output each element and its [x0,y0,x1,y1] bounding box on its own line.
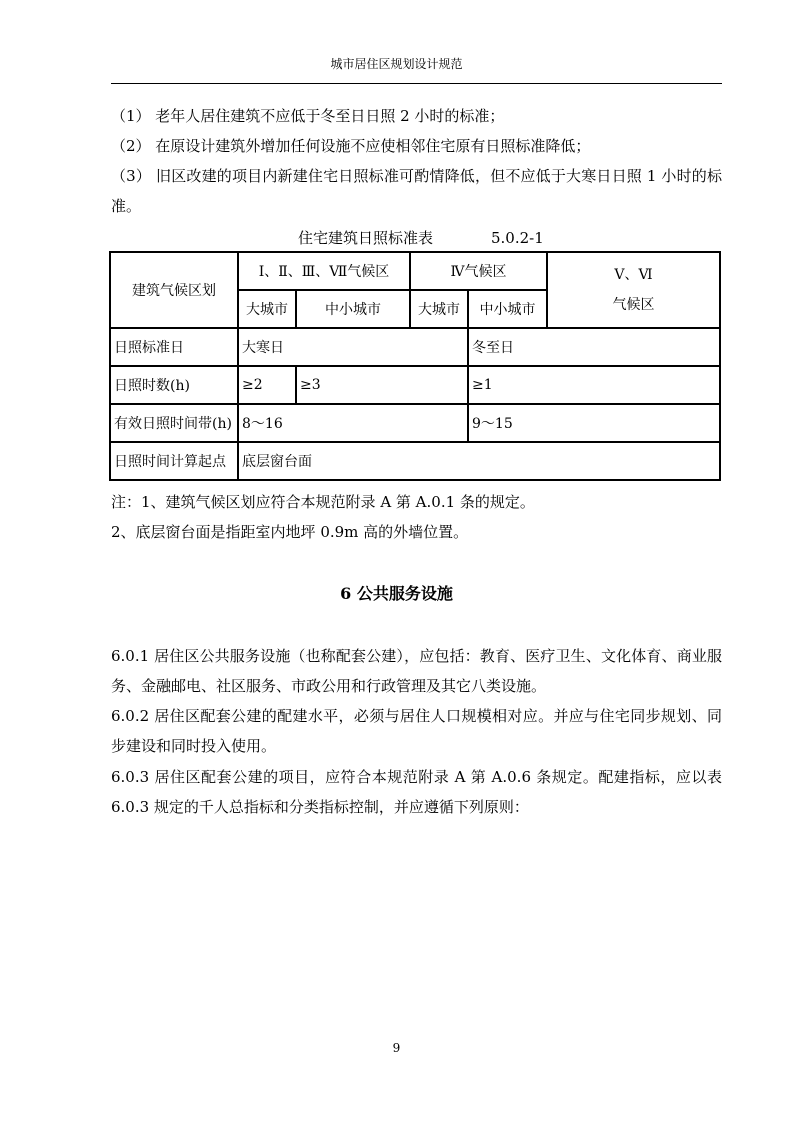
header-zones-1237: Ⅰ、Ⅱ、Ⅲ、Ⅶ气候区 [238,252,410,290]
cell-value: 大寒日 [238,328,468,366]
cell-value: 8～16 [238,404,468,442]
sunlight-standard-table [109,251,721,481]
table-row-effective-period [110,404,720,442]
clause-6-0-1: 6.0.1 居住区公共服务设施（也称配套公建），应包括：教育、医疗卫生、文化体育、商业服务、金融邮电、社区服务、市政公用和行政管理及其它八类设施。 [111,647,722,695]
page-number: 9 [392,1041,401,1055]
running-header: 城市居住区规划设计规范 [330,57,463,71]
list-item-3: （3） 旧区改建的项目内新建住宅日照标准可酌情降低，但不应低于大寒日日照 1 小时的标准。 [111,167,722,215]
cell-label: 日照时数(h) [110,366,238,404]
header-big-city-1: 大城市 [238,290,296,328]
cell-value: 9～15 [468,404,720,442]
cell-value: 底层窗台面 [238,442,720,480]
header-small-city-1: 中小城市 [296,290,410,328]
cell-value: ≥3 [296,366,468,404]
header-rule [111,83,722,84]
cell-value: 冬至日 [468,328,720,366]
header-big-city-2: 大城市 [410,290,468,328]
cell-label: 日照时间计算起点 [110,442,238,480]
note-1: 注：1、建筑气候区划应符合本规范附录 A 第 A.0.1 条的规定。 [111,493,535,511]
header-climate-zone: 建筑气候区划 [110,252,238,328]
table-caption-number: 5.0.2-1 [491,229,544,247]
header-zones-56-line2: 气候区 [612,297,655,313]
table-row-standard-day [110,328,720,366]
table-row-start-point [110,442,720,480]
header-zones-56 [547,252,720,328]
header-zones-56-line1: Ⅴ、Ⅵ [614,267,653,283]
note-2: 2、底层窗台面是指距室内地坪 0.9m 高的外墙位置。 [111,523,469,541]
cell-label: 日照标准日 [110,328,238,366]
header-small-city-2: 中小城市 [468,290,547,328]
table-row-hours [110,366,720,404]
table-caption-title: 住宅建筑日照标准表 [298,229,434,247]
table-header-row-1 [110,252,720,290]
list-item-1: （1） 老年人居住建筑不应低于冬至日日照 2 小时的标准； [111,107,505,125]
cell-value: ≥2 [238,366,296,404]
clause-6-0-3: 6.0.3 居住区配套公建的项目，应符合本规范附录 A 第 A.0.6 条规定。配建指标，应以表 6.0.3 规定的千人总指标和分类指标控制，并应遵循下列原则： [111,768,722,816]
list-item-2: （2） 在原设计建筑外增加任何设施不应使相邻住宅原有日照标准降低； [111,137,591,155]
header-zone-4: Ⅳ气候区 [410,252,547,290]
cell-label: 有效日照时间带(h) [110,404,238,442]
section-title: 6 公共服务设施 [340,584,453,603]
clause-6-0-2: 6.0.2 居住区配套公建的配建水平，必须与居住人口规模相对应。并应与住宅同步规划、同步建设和同时投入使用。 [111,707,722,755]
cell-value: ≥1 [468,366,720,404]
